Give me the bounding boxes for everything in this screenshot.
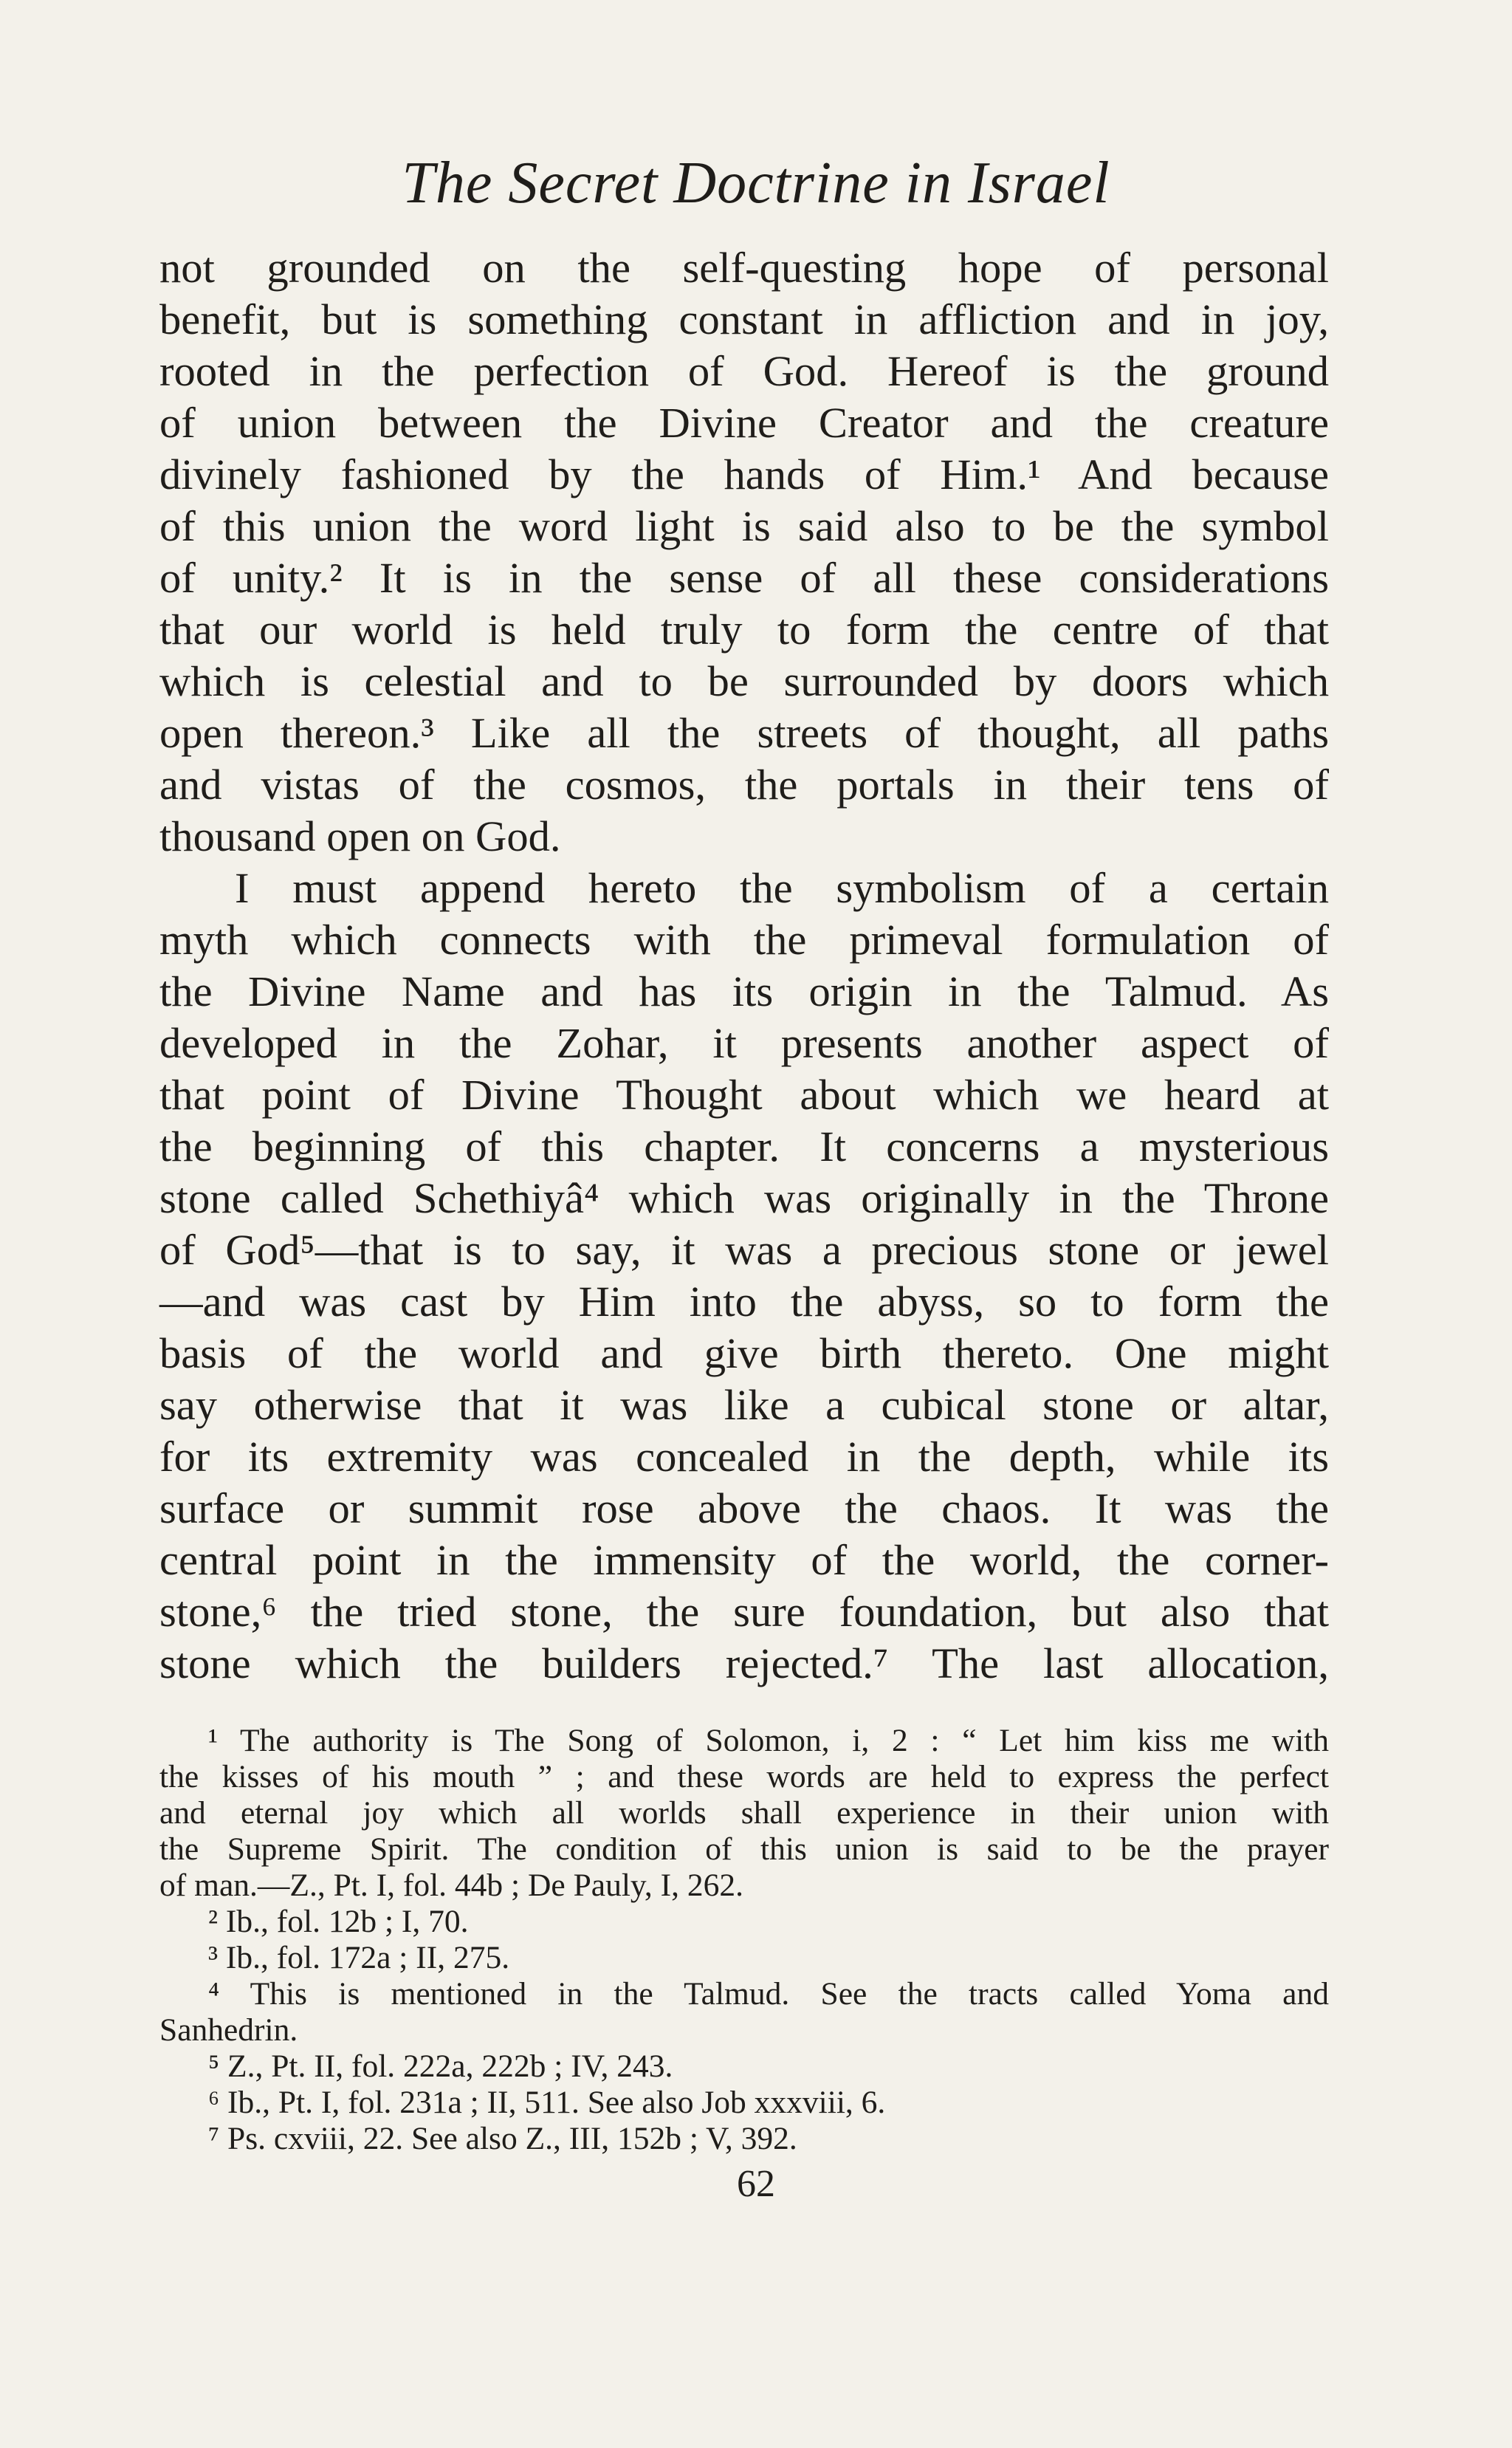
footnote-line: ⁷ Ps. cxviii, 22. See also Z., III, 152b ; V, 392. <box>208 2121 797 2156</box>
footnote-line: Sanhedrin. <box>159 2012 298 2048</box>
footnote-line: ⁴ This is mentioned in the Talmud. See the tracts called Yoma and <box>208 1976 1329 2012</box>
body-line: stone,⁶ the tried stone, the sure foundation, but also that <box>159 1588 1329 1636</box>
body-line: that our world is held truly to form the centre of that <box>159 606 1329 654</box>
body-line: for its extremity was concealed in the depth, while its <box>159 1433 1329 1481</box>
body-line: say otherwise that it was like a cubical stone or altar, <box>159 1381 1329 1429</box>
body-line: of God⁵—that is to say, it was a precious stone or jewel <box>159 1226 1329 1274</box>
body-line: not grounded on the self-questing hope of personal <box>159 244 1329 292</box>
body-line: stone called Schethiyâ⁴ which was originally in the Throne <box>159 1174 1329 1222</box>
body-line: I must append hereto the symbolism of a certain <box>235 864 1329 912</box>
body-line: of this union the word light is said also to be the symbol <box>159 502 1329 550</box>
footnotes <box>159 1723 1329 2157</box>
body-line: rooted in the perfection of God. Hereof is the ground <box>159 347 1329 395</box>
body-line: and vistas of the cosmos, the portals in their tens of <box>159 761 1329 809</box>
footnote-line: ¹ The authority is The Song of Solomon, i, 2 : “ Let him kiss me with <box>208 1723 1329 1758</box>
body-line: of union between the Divine Creator and the creature <box>159 399 1329 447</box>
footnote-line: ⁶ Ib., Pt. I, fol. 231a ; II, 511. See also Job xxxviii, 6. <box>208 2085 886 2120</box>
body-line: that point of Divine Thought about which we heard at <box>159 1071 1329 1119</box>
footnote-line: the Supreme Spirit. The condition of this union is said to be the prayer <box>159 1831 1329 1867</box>
footnote-line: ⁵ Z., Pt. II, fol. 222a, 222b ; IV, 243. <box>208 2048 673 2084</box>
body-line: benefit, but is something constant in affliction and in joy, <box>159 295 1329 343</box>
body-line: developed in the Zohar, it presents another aspect of <box>159 1019 1329 1067</box>
footnote-line: the kisses of his mouth ” ; and these words are held to express the perfect <box>159 1759 1329 1794</box>
body-line: of unity.² It is in the sense of all these considerations <box>159 554 1329 602</box>
body-line: the beginning of this chapter. It concerns a mysterious <box>159 1122 1329 1170</box>
running-head-title: The Secret Doctrine in Israel <box>402 151 1110 216</box>
footnote-line: ³ Ib., fol. 172a ; II, 275. <box>208 1940 510 1975</box>
body-line: divinely fashioned by the hands of Him.¹ And because <box>159 450 1329 498</box>
body-line: basis of the world and give birth thereto. One might <box>159 1329 1329 1377</box>
footnote-line: of man.—Z., Pt. I, fol. 44b ; De Pauly, I, 262. <box>159 1868 743 1903</box>
body-line: the Divine Name and has its origin in the Talmud. As <box>159 967 1329 1015</box>
footnote-line: and eternal joy which all worlds shall experience in their union with <box>159 1795 1329 1831</box>
footnote-line: ² Ib., fol. 12b ; I, 70. <box>208 1904 469 1939</box>
body-line: —and was cast by Him into the abyss, so to form the <box>159 1278 1329 1326</box>
body-line: open thereon.³ Like all the streets of thought, all paths <box>159 709 1329 757</box>
body-line: myth which connects with the primeval formulation of <box>159 916 1329 964</box>
body-text <box>159 242 1329 1690</box>
body-line: which is celestial and to be surrounded by doors which <box>159 657 1329 705</box>
body-line: thousand open on God. <box>159 812 561 860</box>
body-line: surface or summit rose above the chaos. It was the <box>159 1484 1329 1532</box>
body-line: central point in the immensity of the world, the corner- <box>159 1536 1329 1584</box>
page-number: 62 <box>737 2163 775 2205</box>
body-line: stone which the builders rejected.⁷ The last allocation, <box>159 1639 1329 1687</box>
